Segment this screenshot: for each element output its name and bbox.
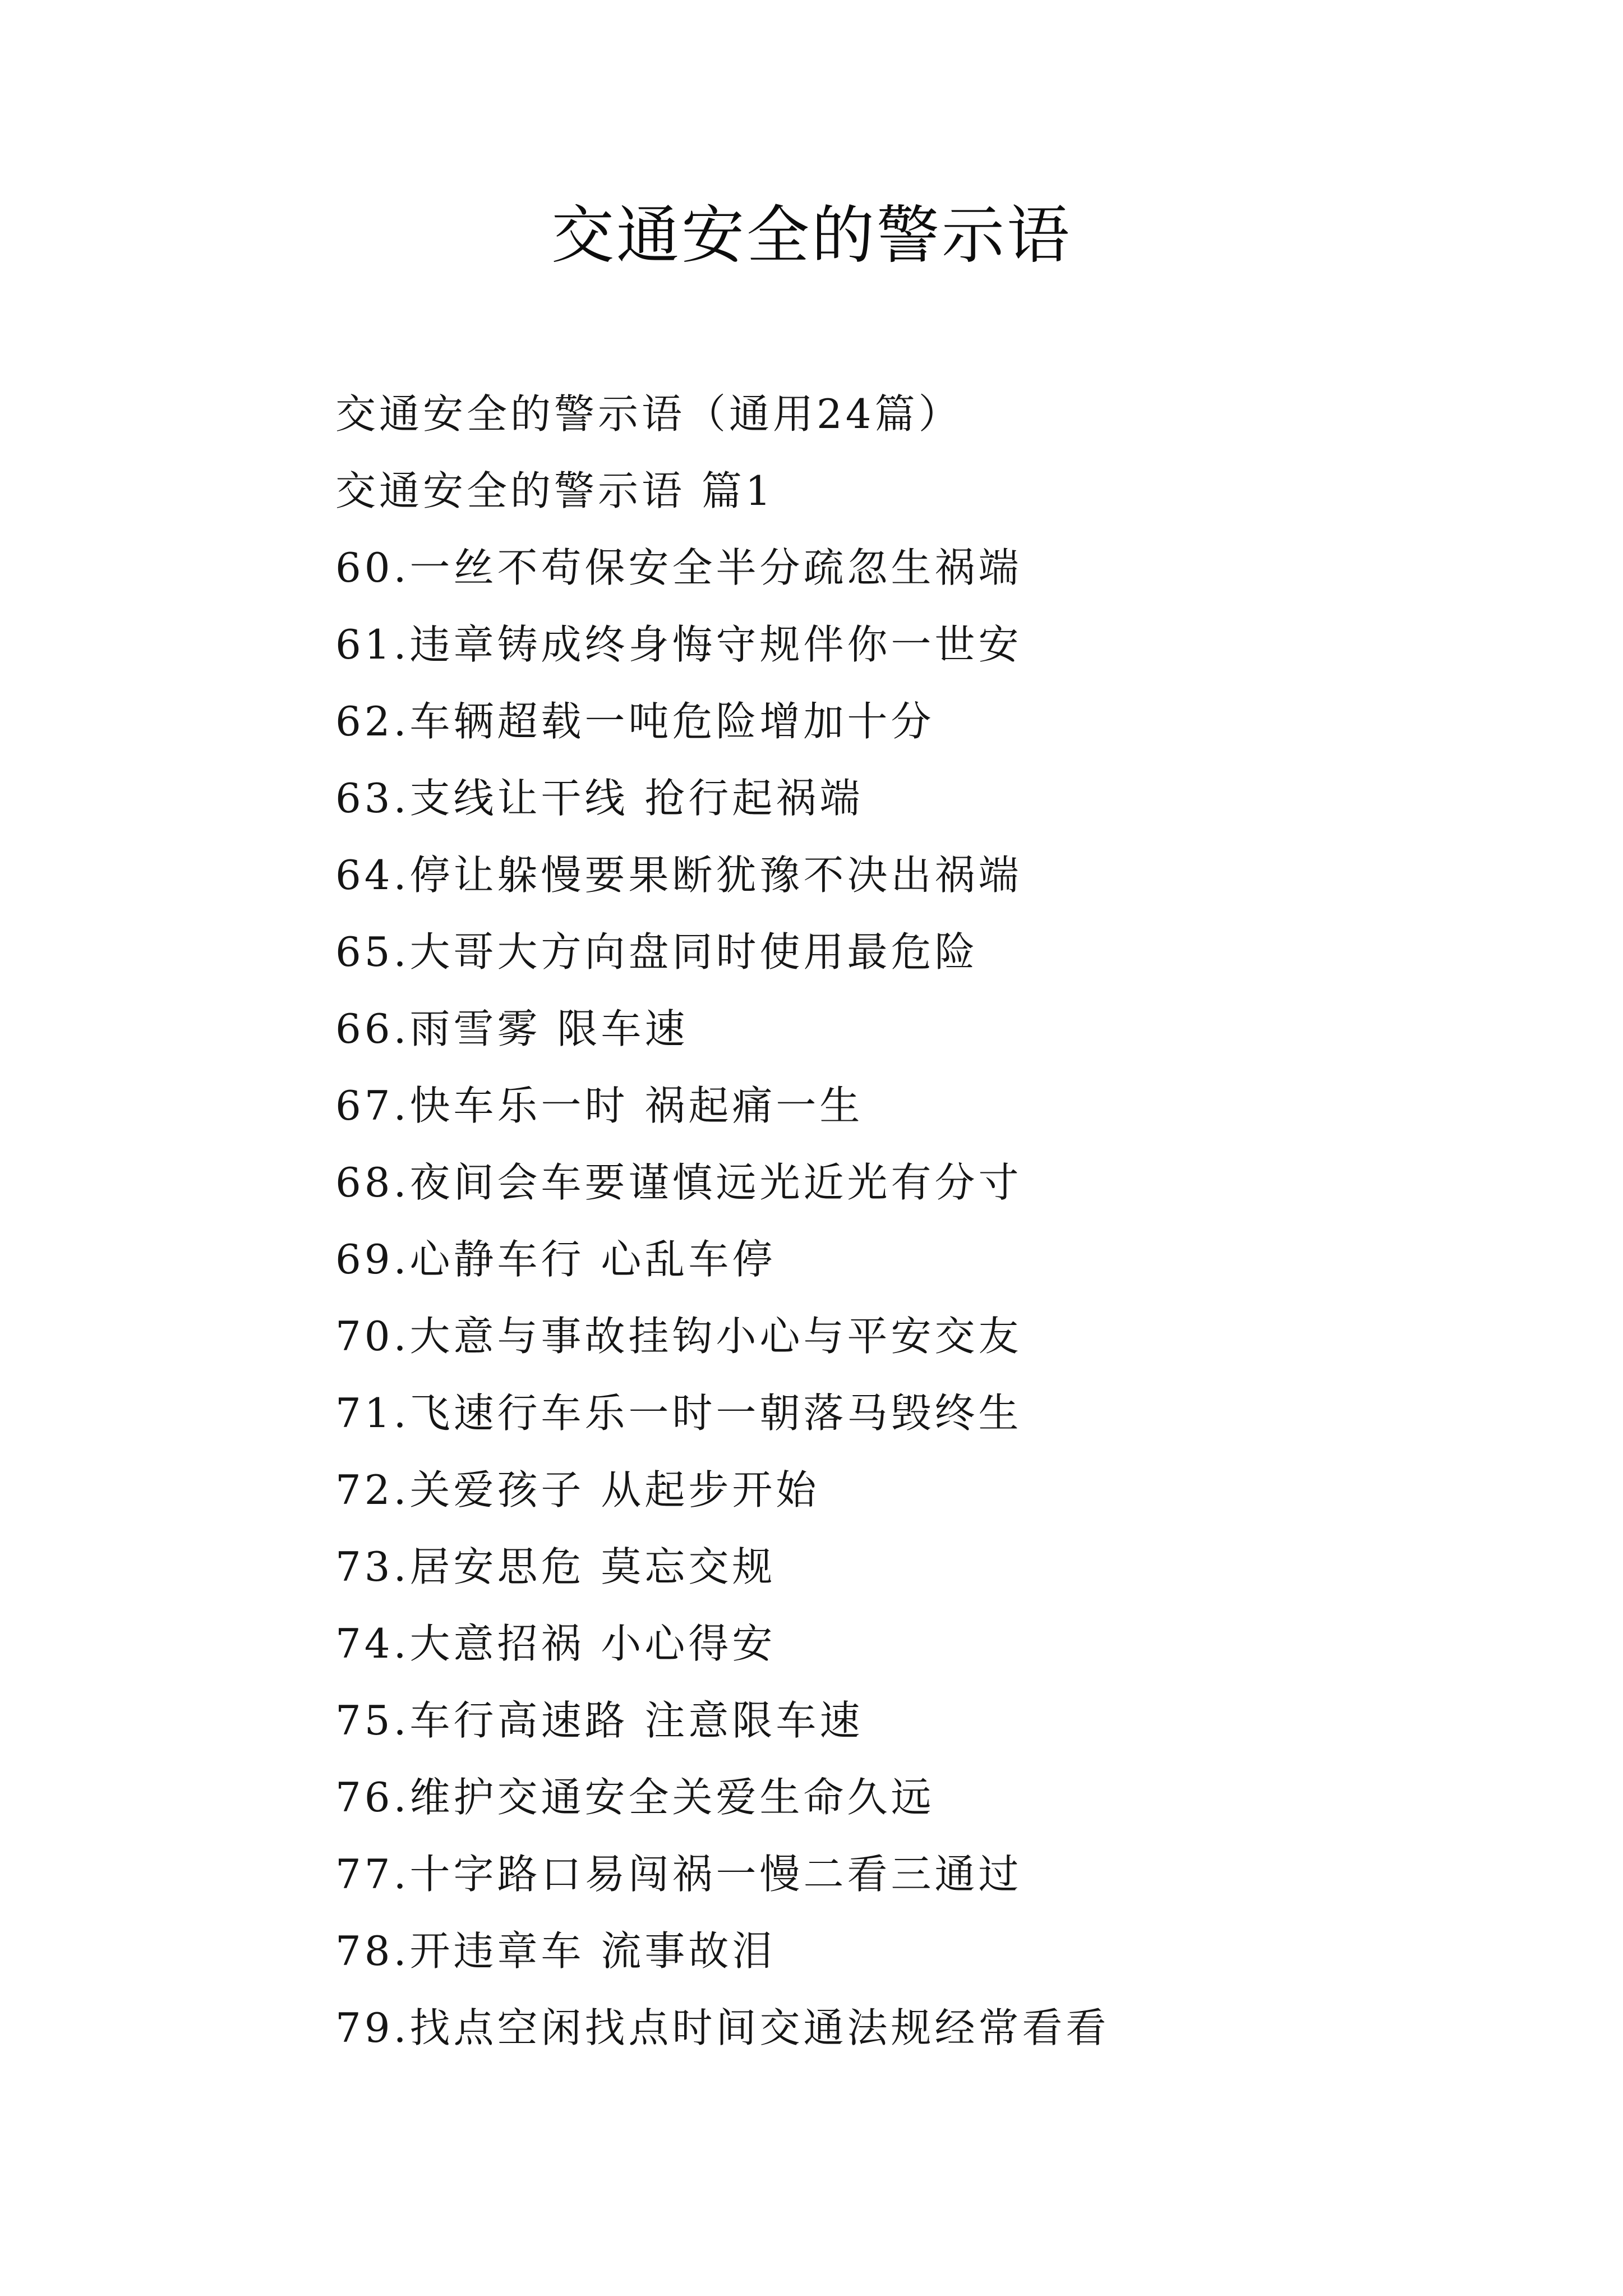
slogan-line: 77.十字路口易闯祸一慢二看三通过 — [335, 1851, 1022, 1898]
slogan-line: 74.大意招祸 小心得安 — [335, 1620, 776, 1667]
slogan-line: 64.停让躲慢要果断犹豫不决出祸端 — [335, 852, 1022, 899]
slogan-line: 75.车行高速路 注意限车速 — [335, 1697, 864, 1744]
slogan-line: 60.一丝不苟保安全半分疏忽生祸端 — [335, 544, 1022, 591]
slogan-line: 65.大哥大方向盘同时使用最危险 — [335, 928, 979, 976]
slogan-line: 78.开违章车 流事故泪 — [335, 1927, 776, 1975]
slogan-line: 72.关爱孩子 从起步开始 — [335, 1466, 820, 1513]
slogan-line: 73.居安思危 莫忘交规 — [335, 1543, 776, 1590]
slogan-line: 76.维护交通安全关爱生命久远 — [335, 1774, 935, 1821]
document-body — [335, 376, 1513, 2067]
subtitle-line: 交通安全的警示语（通用24篇） — [335, 390, 962, 438]
slogan-line: 63.支线让干线 抢行起祸端 — [335, 775, 864, 822]
slogan-line: 71.飞速行车乐一时一朝落马毁终生 — [335, 1389, 1022, 1437]
slogan-line: 79.找点空闲找点时间交通法规经常看看 — [335, 2004, 1110, 2051]
document-title: 交通安全的警示语 — [551, 199, 1072, 272]
slogan-line: 61.违章铸成终身悔守规伴你一世安 — [335, 621, 1022, 668]
slogan-line: 70.大意与事故挂钩小心与平安交友 — [335, 1313, 1022, 1360]
slogan-line: 67.快车乐一时 祸起痛一生 — [335, 1082, 864, 1129]
slogan-line: 66.雨雪雾 限车速 — [335, 1005, 689, 1052]
slogan-line: 62.车辆超载一吨危险增加十分 — [335, 698, 935, 745]
slogan-line: 69.心静车行 心乱车停 — [335, 1236, 776, 1283]
slogan-line: 68.夜间会车要谨慎远光近光有分寸 — [335, 1159, 1022, 1206]
section-heading: 交通安全的警示语 篇1 — [335, 467, 774, 514]
